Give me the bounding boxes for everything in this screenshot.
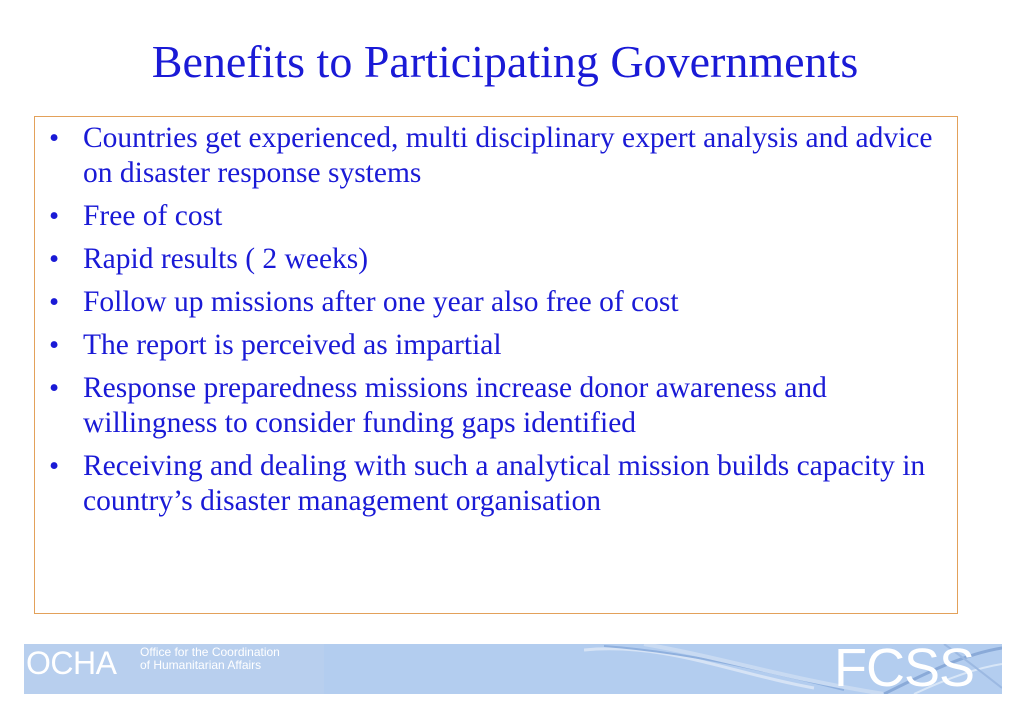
content-box	[34, 116, 958, 614]
bullet-dot-icon: •	[49, 286, 60, 318]
bullet-item	[43, 121, 955, 191]
ocha-subtitle-line2: of Humanitarian Affairs	[140, 657, 262, 672]
bullet-dot-icon: •	[49, 372, 60, 404]
bullet-list	[43, 121, 955, 527]
bullet-text: Free of cost	[83, 200, 223, 232]
bullet-dot-icon: •	[49, 200, 60, 232]
ocha-logo-area	[24, 644, 324, 694]
ocha-logo-text: OCHA	[26, 645, 117, 681]
ocha-subtitle-line1: Office for the Coordination	[140, 645, 280, 659]
bullet-text: Countries get experienced, multi disciplinary expert analysis and advice on disaster response systems	[83, 122, 933, 189]
bullet-text: The report is perceived as impartial	[83, 329, 502, 361]
bullet-text: Response preparedness missions increase donor awareness and willingness to consider funding gaps identified	[83, 372, 827, 439]
bullet-text: Follow up missions after one year also free of cost	[83, 286, 679, 318]
footer-banner	[24, 644, 1002, 694]
bullet-dot-icon: •	[49, 243, 60, 275]
fcss-logo-text: FCSS	[833, 644, 974, 694]
bullet-dot-icon: •	[49, 450, 60, 482]
bullet-item	[43, 285, 955, 320]
bullet-dot-icon: •	[49, 329, 60, 361]
ocha-subtitle	[140, 646, 280, 671]
bullet-text: Receiving and dealing with such a analytical mission builds capacity in country’s disaster management organisation	[83, 450, 926, 517]
bullet-item	[43, 371, 955, 441]
bullet-text: Rapid results ( 2 weeks)	[83, 243, 369, 275]
bullet-item	[43, 199, 955, 234]
bullet-item	[43, 449, 955, 519]
slide-title: Benefits to Participating Governments	[151, 36, 859, 87]
bullet-item	[43, 328, 955, 363]
bullet-item	[43, 242, 955, 277]
bullet-dot-icon: •	[49, 122, 60, 154]
